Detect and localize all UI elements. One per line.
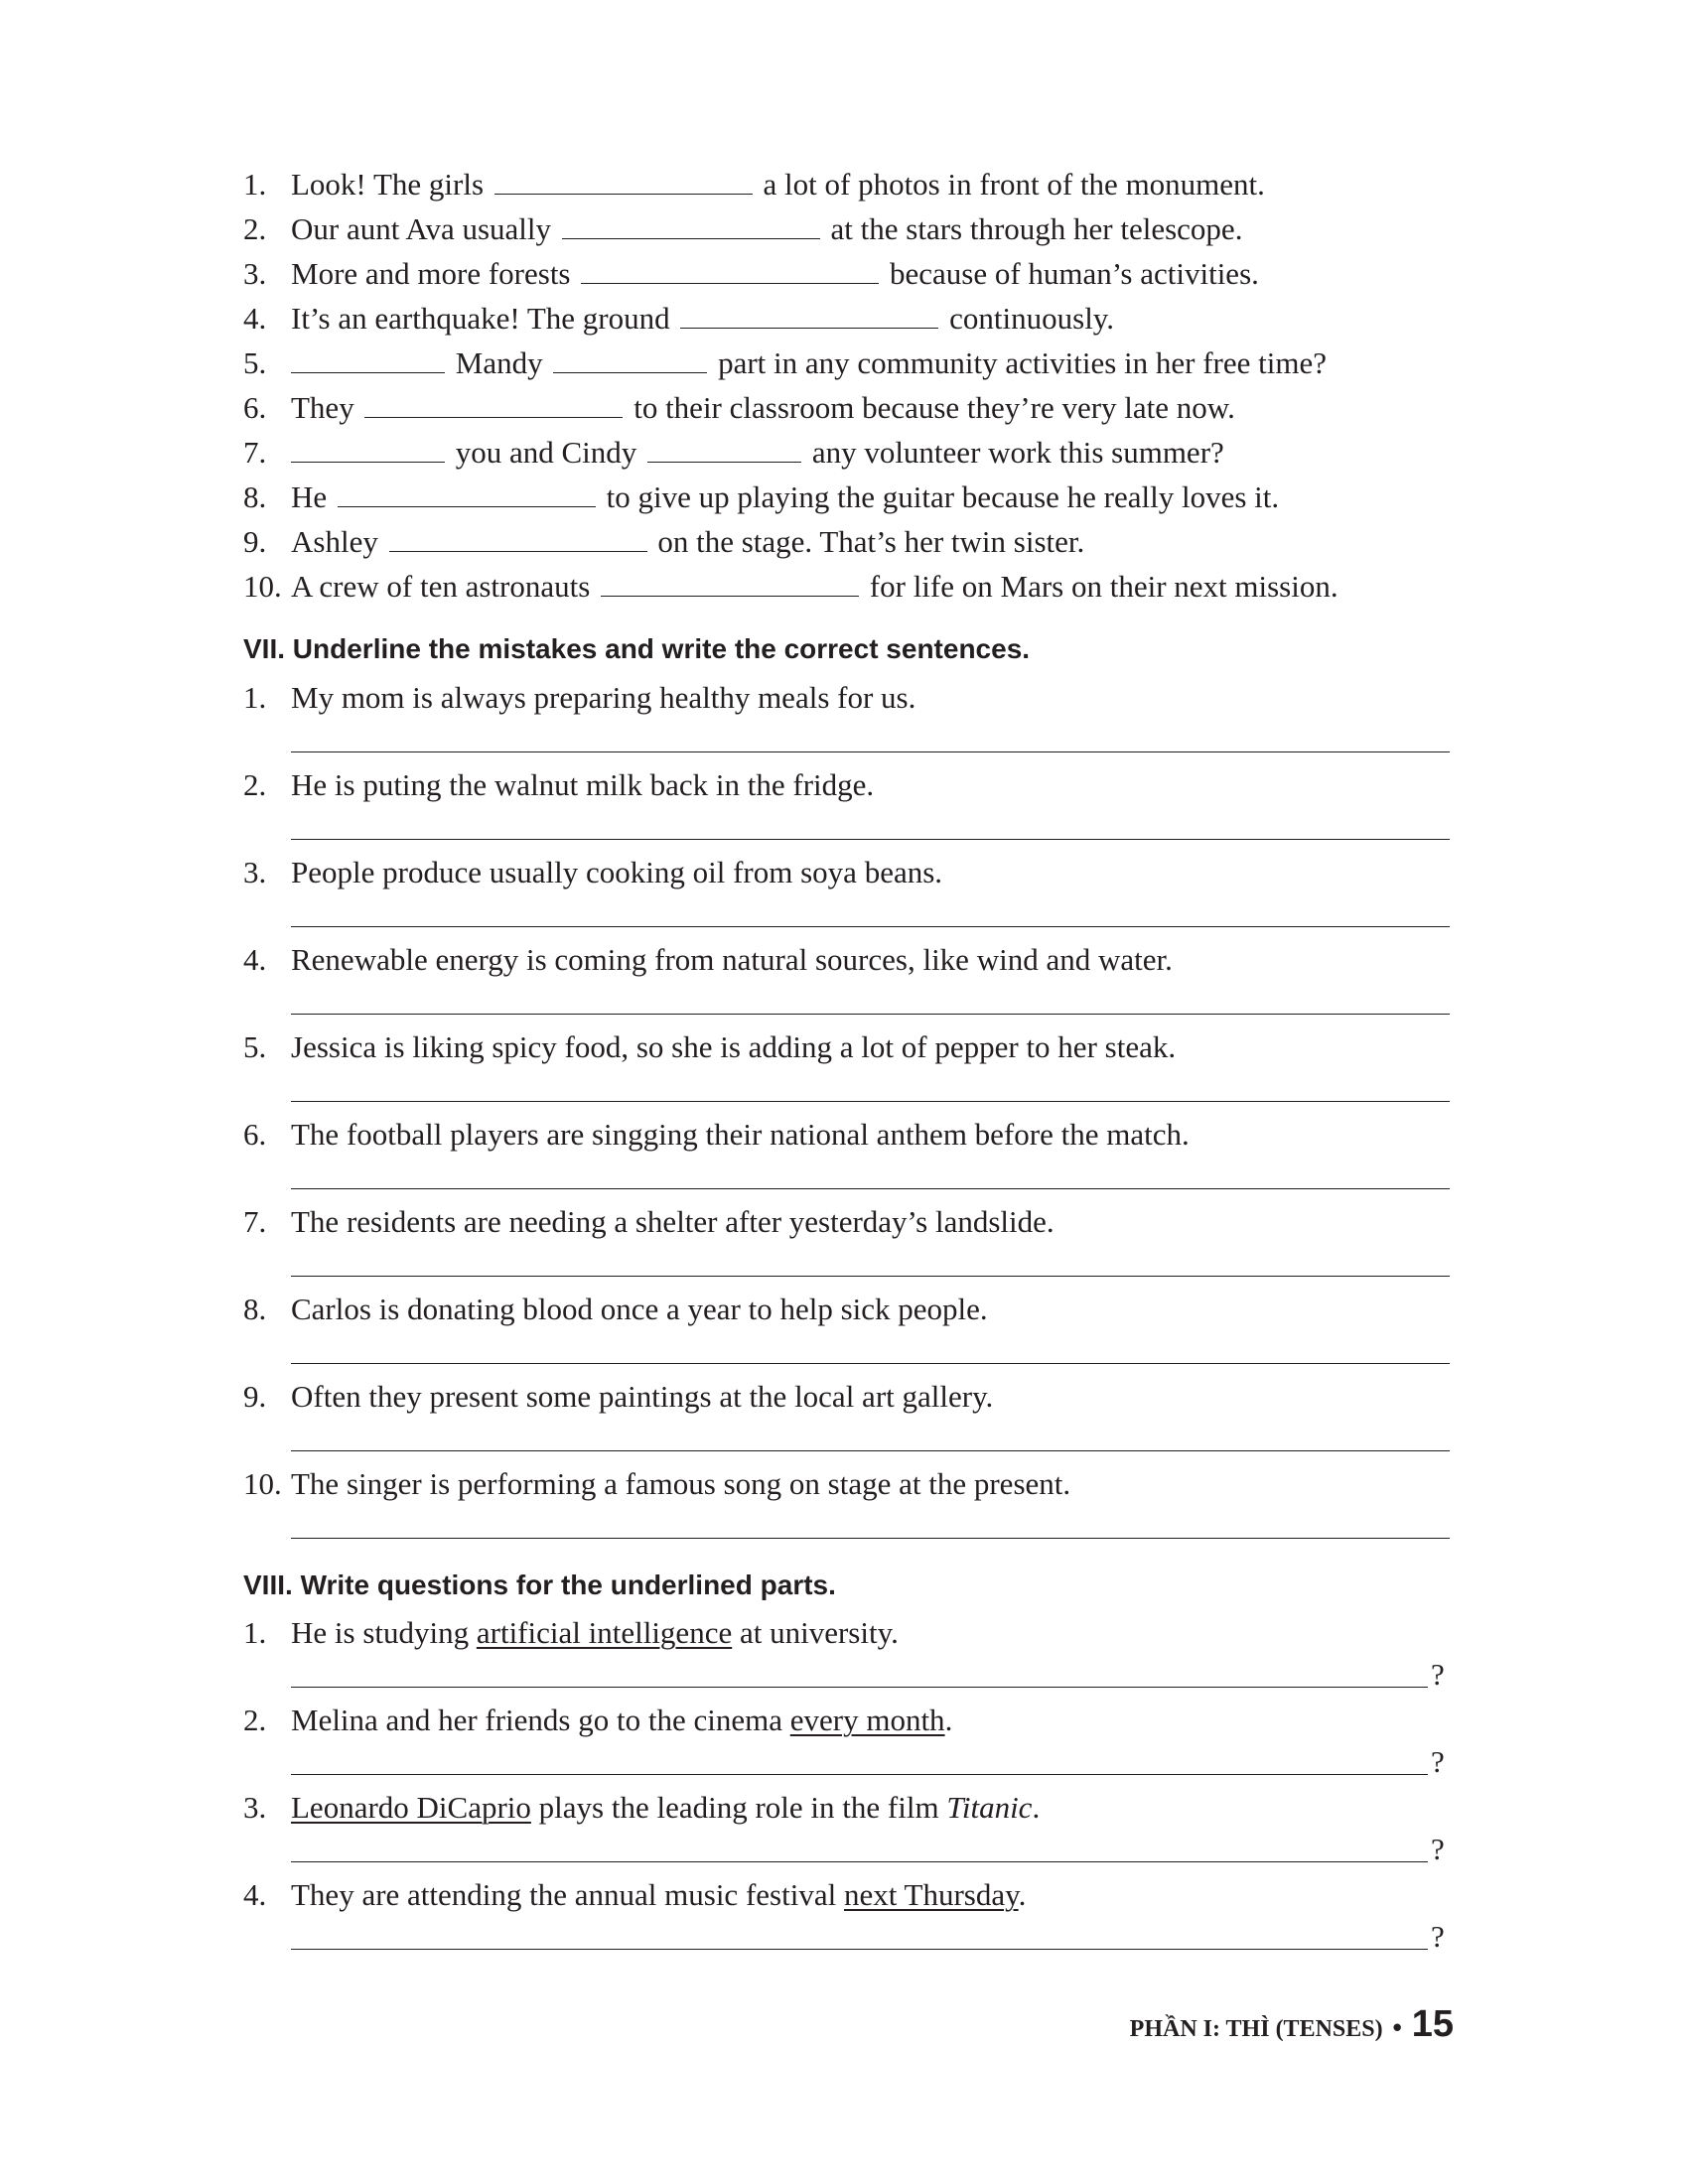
answer-line[interactable] bbox=[291, 1861, 1428, 1862]
exercise-vi-item-3: 3. More and more forests because of human’s activities. bbox=[243, 251, 1465, 297]
exercise-vii-item-10: 10. The singer is performing a famous song on stage at the present. bbox=[243, 1466, 1071, 1501]
underlined-part: Leonardo DiCaprio bbox=[291, 1790, 531, 1825]
answer-line[interactable] bbox=[291, 1188, 1450, 1189]
answer-line[interactable] bbox=[291, 1450, 1450, 1451]
answer-blank[interactable] bbox=[338, 477, 596, 507]
footer-bullet: • bbox=[1392, 2012, 1402, 2042]
exercise-vi-item-10: 10. A crew of ten astronauts for life on Mars on their next mission. bbox=[243, 564, 1465, 610]
question-mark: ? bbox=[1431, 1919, 1445, 1954]
page-number: 15 bbox=[1411, 2003, 1454, 2045]
exercise-vi-item-6: 6. They to their classroom because they’re very late now. bbox=[243, 385, 1465, 431]
answer-line[interactable] bbox=[291, 839, 1450, 840]
exercise-vii-item-1: 1. My mom is always preparing healthy meals for us. bbox=[243, 680, 916, 715]
answer-blank[interactable] bbox=[647, 432, 801, 463]
exercise-vii-item-4: 4. Renewable energy is coming from natural sources, like wind and water. bbox=[243, 942, 1173, 977]
exercise-viii-item-3: 3. Leonardo DiCaprio plays the leading role in the film Titanic. bbox=[243, 1790, 1041, 1825]
answer-line[interactable] bbox=[291, 1774, 1428, 1775]
section-heading-vii: VII. Underline the mistakes and write the correct sentences. bbox=[243, 633, 1031, 664]
answer-blank[interactable] bbox=[291, 342, 445, 373]
answer-line[interactable] bbox=[291, 1949, 1428, 1950]
answer-blank[interactable] bbox=[364, 387, 623, 418]
exercise-viii-item-4: 4. They are attending the annual music festival next Thursday. bbox=[243, 1877, 1027, 1912]
answer-blank[interactable] bbox=[680, 298, 938, 329]
underlined-part: every month bbox=[789, 1703, 945, 1737]
exercise-vi-item-2: 2. Our aunt Ava usually at the stars through her telescope. bbox=[243, 206, 1465, 252]
answer-blank[interactable] bbox=[494, 164, 753, 195]
answer-blank[interactable] bbox=[562, 208, 820, 239]
answer-blank[interactable] bbox=[581, 253, 879, 284]
question-mark: ? bbox=[1431, 1744, 1445, 1779]
footer-section-title: PHẦN I: THÌ (TENSES) bbox=[1129, 2016, 1383, 2042]
exercise-vi-item-9: 9. Ashley on the stage. That’s her twin sister. bbox=[243, 519, 1465, 565]
question-mark: ? bbox=[1431, 1832, 1445, 1866]
exercise-viii-item-2: 2. Melina and her friends go to the cinema every month. bbox=[243, 1703, 953, 1737]
exercise-vii-item-3: 3. People produce usually cooking oil from soya beans. bbox=[243, 855, 943, 889]
answer-line[interactable] bbox=[291, 1276, 1450, 1277]
answer-blank[interactable] bbox=[553, 342, 707, 373]
underlined-part: next Thursday bbox=[843, 1877, 1019, 1912]
exercise-vii-item-7: 7. The residents are needing a shelter after yesterday’s landslide. bbox=[243, 1204, 1055, 1239]
exercise-viii-item-1: 1. He is studying artificial intelligence at university. bbox=[243, 1615, 899, 1650]
answer-line[interactable] bbox=[291, 1014, 1450, 1015]
section-heading-viii: VIII. Write questions for the underlined parts. bbox=[243, 1570, 836, 1600]
exercise-vi-item-1: 1. Look! The girls a lot of photos in front of the monument. bbox=[243, 162, 1465, 207]
answer-line[interactable] bbox=[291, 751, 1450, 752]
underlined-part: artificial intelligence bbox=[476, 1615, 733, 1650]
answer-line[interactable] bbox=[291, 926, 1450, 927]
exercise-vi-item-5: 5. Mandy part in any community activities in her free time? bbox=[243, 341, 1465, 386]
answer-line[interactable] bbox=[291, 1101, 1450, 1102]
page-footer bbox=[1130, 2003, 1454, 2046]
answer-blank[interactable] bbox=[389, 521, 647, 552]
exercise-vii-item-2: 2. He is puting the walnut milk back in the fridge. bbox=[243, 767, 875, 802]
exercise-vii-item-8: 8. Carlos is donating blood once a year to help sick people. bbox=[243, 1292, 988, 1326]
question-mark: ? bbox=[1431, 1657, 1445, 1692]
answer-blank[interactable] bbox=[601, 566, 859, 597]
answer-blank[interactable] bbox=[291, 432, 445, 463]
exercise-vi-item-4: 4. It’s an earthquake! The ground continuously. bbox=[243, 296, 1465, 341]
exercise-vii-item-6: 6. The football players are singging their national anthem before the match. bbox=[243, 1117, 1190, 1152]
exercise-vi-item-7: 7. you and Cindy any volunteer work this summer? bbox=[243, 430, 1465, 476]
exercise-vii-item-9: 9. Often they present some paintings at the local art gallery. bbox=[243, 1379, 994, 1414]
exercise-vi-item-8: 8. He to give up playing the guitar because he really loves it. bbox=[243, 475, 1465, 520]
answer-line[interactable] bbox=[291, 1538, 1450, 1539]
exercise-vii-item-5: 5. Jessica is liking spicy food, so she is adding a lot of pepper to her steak. bbox=[243, 1029, 1177, 1064]
answer-line[interactable] bbox=[291, 1687, 1428, 1688]
answer-line[interactable] bbox=[291, 1363, 1450, 1364]
